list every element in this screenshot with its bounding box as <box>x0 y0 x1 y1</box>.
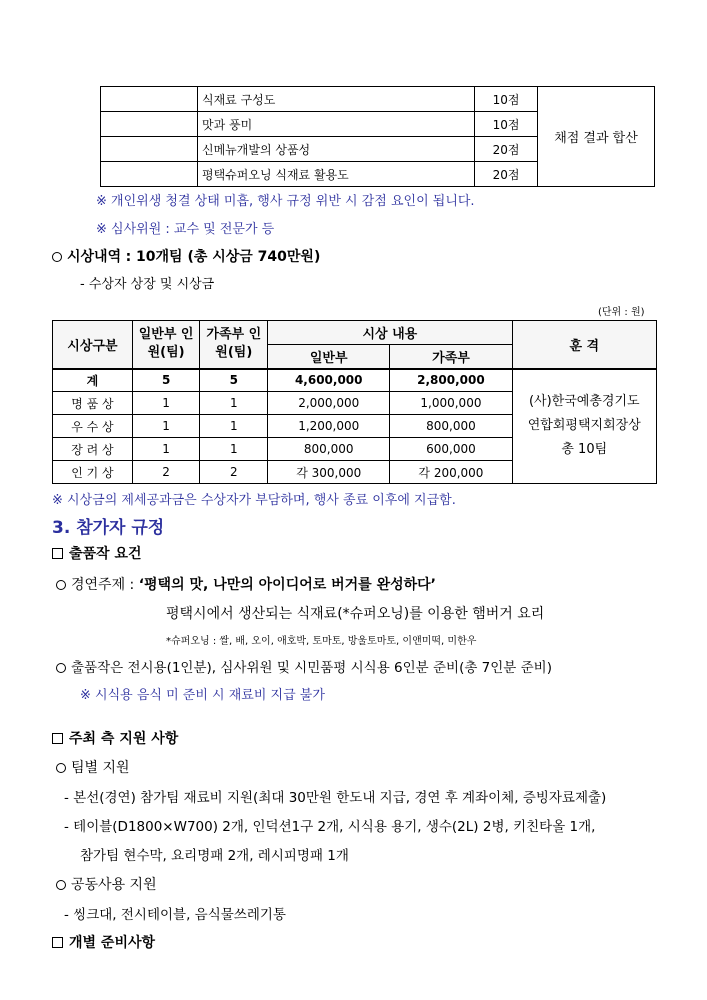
criteria-score: 20점 <box>475 137 538 162</box>
criteria-item: 평택슈퍼오닝 식재료 활용도 <box>198 162 475 187</box>
awards-heading: 시상내역 : 10개팀 (총 시상금 740만원) <box>52 246 320 266</box>
header-general: 일반부 <box>268 345 390 369</box>
criteria-item: 맛과 풍미 <box>198 112 475 137</box>
theme-label: 경연주제 : <box>71 577 139 593</box>
circle-bullet-icon <box>56 880 66 890</box>
superoning-note: *슈퍼오닝 : 쌀, 배, 오이, 애호박, 토마토, 방울토마토, 이앤미떡, 미한우 <box>166 636 477 647</box>
award-gen-amount: 1,200,000 <box>268 415 390 438</box>
header-general-count: 일반부 인원(팀) <box>132 321 200 369</box>
team-item: - 본선(경연) 참가팀 재료비 지원(최대 30만원 한도내 지급, 경연 후 계좌이체, 증빙자료제출) <box>64 790 607 806</box>
square-bullet-icon <box>52 548 63 559</box>
header-honor: 훈 격 <box>512 321 656 369</box>
prep-note: ※ 시식용 음식 미 준비 시 재료비 지급 불가 <box>80 688 325 703</box>
award-gen: 1 <box>132 415 200 438</box>
award-gen: 2 <box>132 461 200 484</box>
common-items: - 씽크대, 전시테이블, 음식물쓰레기통 <box>64 907 286 923</box>
square-bullet-icon <box>52 937 63 948</box>
honor-line: (사)한국예총경기도 <box>528 394 640 410</box>
criteria-item: 식재료 구성도 <box>198 87 475 112</box>
theme-desc: 평택시에서 생산되는 식재료(*슈퍼오닝)를 이용한 햄버거 요리 <box>166 606 545 622</box>
award-fam-amount: 각 200,000 <box>390 461 512 484</box>
header-content: 시상 내용 <box>268 321 512 345</box>
award-fam: 1 <box>200 415 268 438</box>
award-gen: 1 <box>132 392 200 415</box>
honor-line: 총 10팀 <box>561 442 608 458</box>
awards-sub: - 수상자 상장 및 시상금 <box>80 277 215 292</box>
award-label: 인 기 상 <box>53 461 133 484</box>
judges-note: ※ 심사위원 : 교수 및 전문가 등 <box>96 222 275 237</box>
header-family: 가족부 <box>390 345 512 369</box>
common-support: 공동사용 지원 <box>56 874 157 894</box>
criteria-score: 10점 <box>475 87 538 112</box>
criteria-item: 신메뉴개발의 상품성 <box>198 137 475 162</box>
total-label: 계 <box>53 369 133 392</box>
award-fam-amount: 1,000,000 <box>390 392 512 415</box>
award-fam-amount: 800,000 <box>390 415 512 438</box>
individual-heading: 개별 준비사항 <box>52 932 155 952</box>
award-gen-amount: 각 300,000 <box>268 461 390 484</box>
team-item: - 테이블(D1800×W700) 2개, 인덕션1구 2개, 시식용 용기, 생수(2L) 2병, 키친타올 1개, <box>64 819 596 835</box>
total-gen-amount: 4,600,000 <box>268 369 390 392</box>
circle-bullet-icon <box>52 252 62 262</box>
criteria-score: 20점 <box>475 162 538 187</box>
criteria-score: 10점 <box>475 112 538 137</box>
award-gen-amount: 2,000,000 <box>268 392 390 415</box>
square-bullet-icon <box>52 733 63 744</box>
honor-line: 연합회평택지회장상 <box>527 418 641 434</box>
award-label: 장 려 상 <box>53 438 133 461</box>
theme-text: ‘평택의 맛, 나만의 아이디어로 버거를 완성하다’ <box>138 577 436 593</box>
award-fam: 1 <box>200 392 268 415</box>
total-fam: 5 <box>200 369 268 392</box>
award-fam: 2 <box>200 461 268 484</box>
team-support: 팀별 지원 <box>56 757 130 777</box>
criteria-result: 채점 결과 합산 <box>538 87 655 187</box>
total-gen: 5 <box>132 369 200 392</box>
award-label: 우 수 상 <box>53 415 133 438</box>
award-fam: 1 <box>200 438 268 461</box>
criteria-table <box>100 86 655 187</box>
header-category: 시상구분 <box>53 321 133 369</box>
support-heading: 주최 측 지원 사항 <box>52 728 178 748</box>
award-fam-amount: 600,000 <box>390 438 512 461</box>
theme-line <box>56 574 436 594</box>
header-family-count: 가족부 인원(팀) <box>200 321 268 369</box>
circle-bullet-icon <box>56 663 66 673</box>
total-fam-amount: 2,800,000 <box>390 369 512 392</box>
entry-heading: 출품작 요건 <box>52 543 142 563</box>
award-label: 명 품 상 <box>53 392 133 415</box>
award-gen-amount: 800,000 <box>268 438 390 461</box>
awards-table <box>52 320 657 484</box>
prep-line: 출품작은 전시용(1인분), 심사위원 및 시민품평 시식용 6인분 준비(총 7인분 준비) <box>56 656 552 676</box>
hygiene-note: ※ 개인위생 청결 상태 미흡, 행사 규정 위반 시 감점 요인이 됩니다. <box>96 194 475 209</box>
unit-label: (단위 : 원) <box>598 307 645 318</box>
circle-bullet-icon <box>56 763 66 773</box>
honor-cell <box>512 369 656 484</box>
circle-bullet-icon <box>56 580 66 590</box>
award-gen: 1 <box>132 438 200 461</box>
team-item: 참가팀 현수막, 요리명패 2개, 레시피명패 1개 <box>80 848 349 864</box>
section-title: 3. 참가자 규정 <box>52 518 165 538</box>
tax-note: ※ 시상금의 제세공과금은 수상자가 부담하며, 행사 종료 이후에 지급함. <box>52 493 456 508</box>
